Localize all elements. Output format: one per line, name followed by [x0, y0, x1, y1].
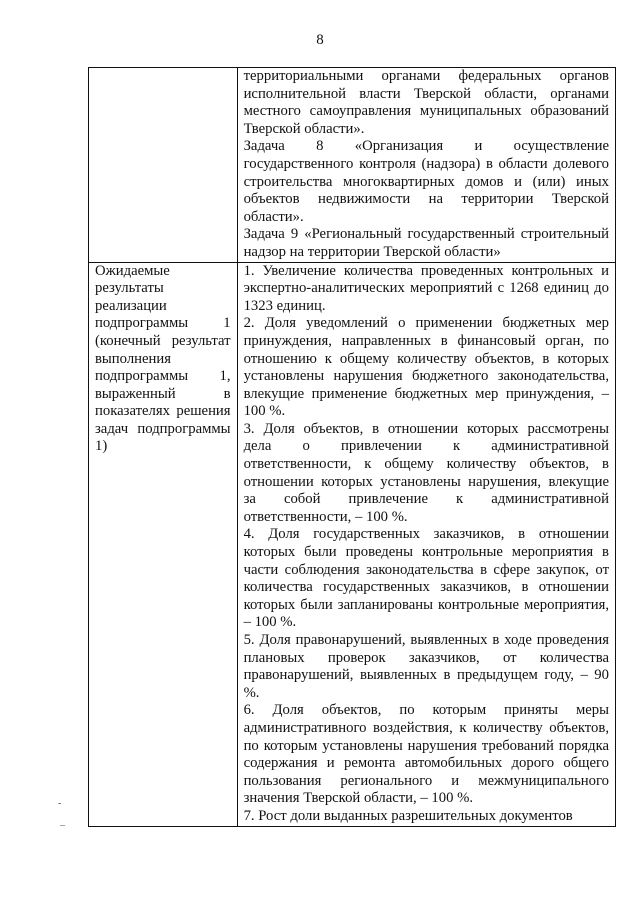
row1-left-cell	[89, 68, 238, 263]
result-item-2: 2. Доля уведомлений о применении бюджетных мер принуждения, направленных в финансовый орган, по отношению к общему количеству объектов, в которых установлены нарушения бюджетного законодательства, влекущие применение бюджетных мер принуждения, – 100 %.	[243, 315, 609, 420]
row2-left-cell	[89, 262, 238, 826]
result-item-4: 4. Доля государственных заказчиков, в отношении которых были проведены контрольные мероприятия в части соблюдения законодательства в сфере закупок, от количества государственных заказчиков, в отношении которых были запланированы контрольные мероприятия, – 100 %.	[243, 526, 609, 631]
program-table	[88, 67, 616, 827]
margin-mark: -	[58, 798, 62, 809]
table-row	[89, 68, 616, 263]
task-9: Задача 9 «Региональный государственный строительный надзор на территории Тверской области»	[243, 226, 609, 260]
task-8: Задача 8 «Организация и осуществление государственного контроля (надзора) в области долевого строительства многоквартирных домов и (или) иных объектов недвижимости на территории Тверской области».	[243, 138, 609, 225]
result-item-3: 3. Доля объектов, в отношении которых рассмотрены дела о привлечении к административной ответственности, к общему количеству объектов, в отношении которых установлены нарушения, влекущие за собой привлечение к административной ответственности, – 100 %.	[243, 420, 609, 525]
table-row	[89, 262, 616, 826]
expected-results-label: Ожидаемые результаты реализации подпрограммы 1 (конечный результат выполнения подпрограммы 1, выраженный в показателях решения задач подпрограммы 1)	[95, 262, 231, 455]
task-text: территориальными органами федеральных органов исполнительной власти Тверской области, органами местного самоуправления муниципальных образований Тверской области».	[243, 68, 609, 137]
result-item-1: 1. Увеличение количества проведенных контрольных и экспертно-аналитических мероприятий с 1268 единиц до 1323 единиц.	[243, 262, 609, 314]
result-item-5: 5. Доля правонарушений, выявленных в ходе проведения плановых проверок заказчиков, от количества правонарушений, выявленных в предыдущем году, – 90 %.	[243, 632, 609, 701]
row2-right-cell	[237, 262, 615, 826]
row1-right-cell	[237, 68, 615, 263]
result-item-7: 7. Рост доли выданных разрешительных документов	[243, 807, 573, 824]
result-item-6: 6. Доля объектов, по которым приняты меры административного воздействия, к количеству объектов, по которым установлены нарушения требований порядка содержания и ремонта автомобильных дорого общего пользования регионального и межмуниципального значения Тверской области, – 100 %.	[243, 702, 609, 807]
page-number: 8	[316, 32, 324, 48]
margin-mark: –	[60, 820, 65, 831]
